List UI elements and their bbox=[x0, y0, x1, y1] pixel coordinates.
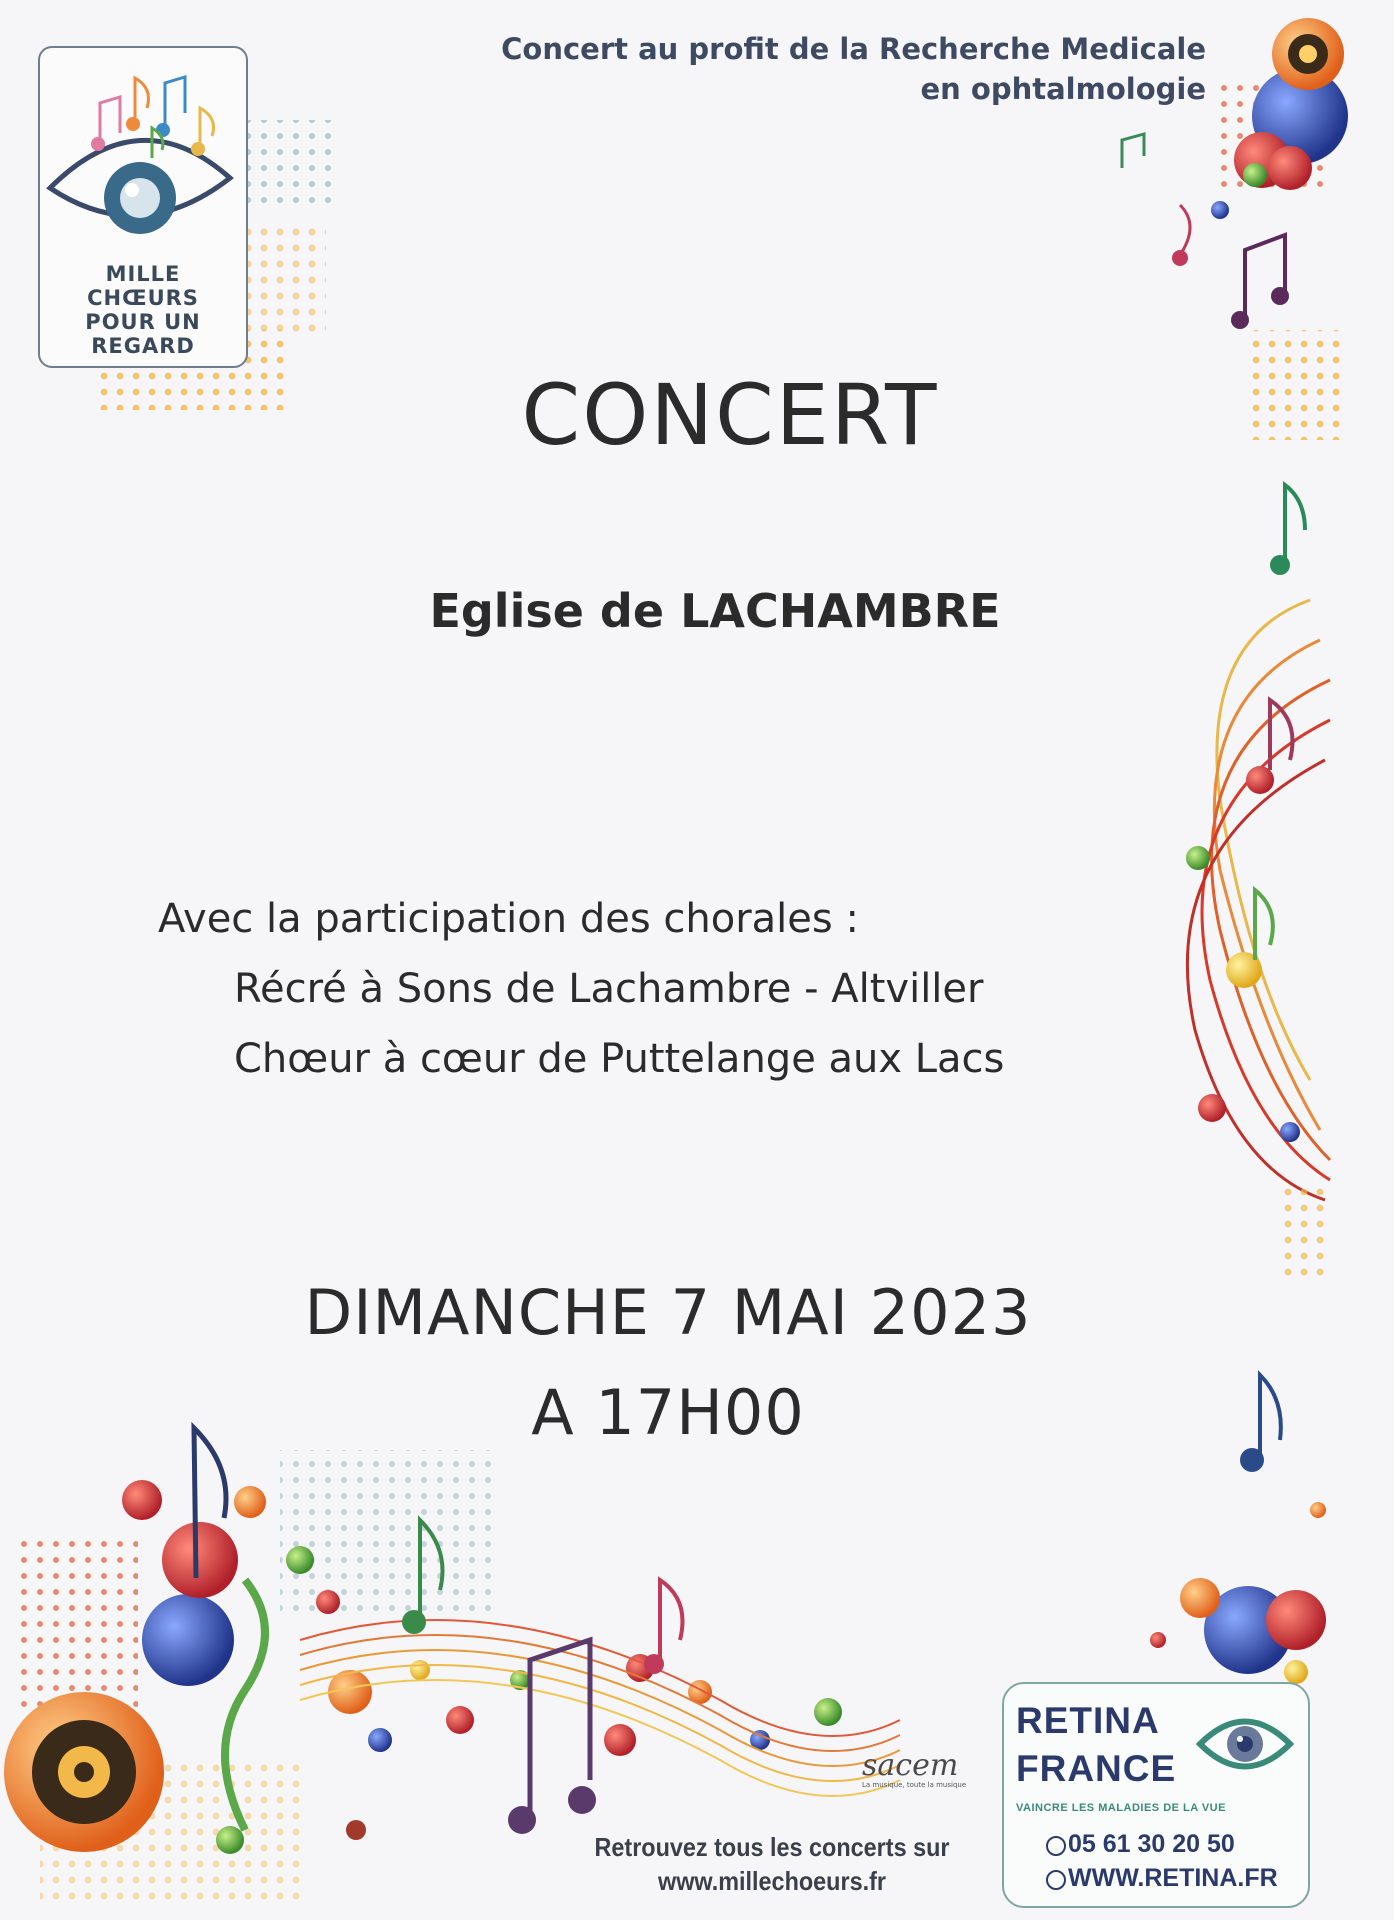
header-line-2: en ophtalmologie bbox=[920, 72, 1206, 106]
sacem-logo bbox=[862, 1748, 966, 1789]
sacem-tagline: La musique, toute la musique bbox=[862, 1781, 967, 1789]
bottom-right-cluster bbox=[1150, 1578, 1326, 1684]
retina-phone-number: 05 61 30 20 50 bbox=[1068, 1830, 1235, 1858]
bottom-left-music-cluster bbox=[4, 1428, 900, 1900]
footer-line-1: Retrouvez tous les concerts sur bbox=[594, 1832, 950, 1862]
eye-logo-icon bbox=[1190, 1694, 1300, 1794]
retina-website-text: WWW.RETINA.FR bbox=[1068, 1864, 1278, 1892]
retina-website-link[interactable] bbox=[1046, 1864, 1278, 1893]
chorale-item: Récré à Sons de Lachambre - Altviller bbox=[234, 966, 984, 1012]
music-note-icon bbox=[1122, 134, 1144, 168]
logo-line-1: MILLE bbox=[105, 262, 181, 286]
eye-with-music-notes-icon bbox=[40, 48, 246, 248]
retina-word-1: RETINA bbox=[1016, 1700, 1160, 1741]
retina-france-logo bbox=[1002, 1682, 1310, 1908]
event-time: A 17H00 bbox=[531, 1376, 805, 1449]
mille-choeurs-logo bbox=[38, 46, 248, 368]
sacem-name: sacem bbox=[862, 1748, 959, 1783]
halftone-dots-top-left-3 bbox=[246, 220, 326, 340]
chorale-item: Chœur à cœur de Puttelange aux Lacs bbox=[234, 1036, 1005, 1082]
event-date: DIMANCHE 7 MAI 2023 bbox=[304, 1276, 1032, 1349]
footer-website-link[interactable]: www.millechoeurs.fr bbox=[657, 1866, 886, 1896]
logo-line-2: CHŒURS bbox=[87, 286, 199, 310]
chorales-intro: Avec la participation des chorales : bbox=[158, 896, 859, 942]
retina-word-2: FRANCE bbox=[1016, 1748, 1177, 1789]
retina-tagline: VAINCRE LES MALADIES DE LA VUE bbox=[1016, 1802, 1226, 1814]
venue: Eglise de LACHAMBRE bbox=[429, 584, 1001, 638]
header-line-1: Concert au profit de la Recherche Medicale bbox=[501, 32, 1206, 66]
retina-phone[interactable] bbox=[1046, 1830, 1235, 1859]
top-right-speaker-cluster bbox=[1211, 18, 1348, 219]
page-title: CONCERT bbox=[521, 366, 939, 464]
logo-line-4: REGARD bbox=[91, 334, 195, 358]
logo-line-3: POUR UN bbox=[85, 310, 201, 334]
